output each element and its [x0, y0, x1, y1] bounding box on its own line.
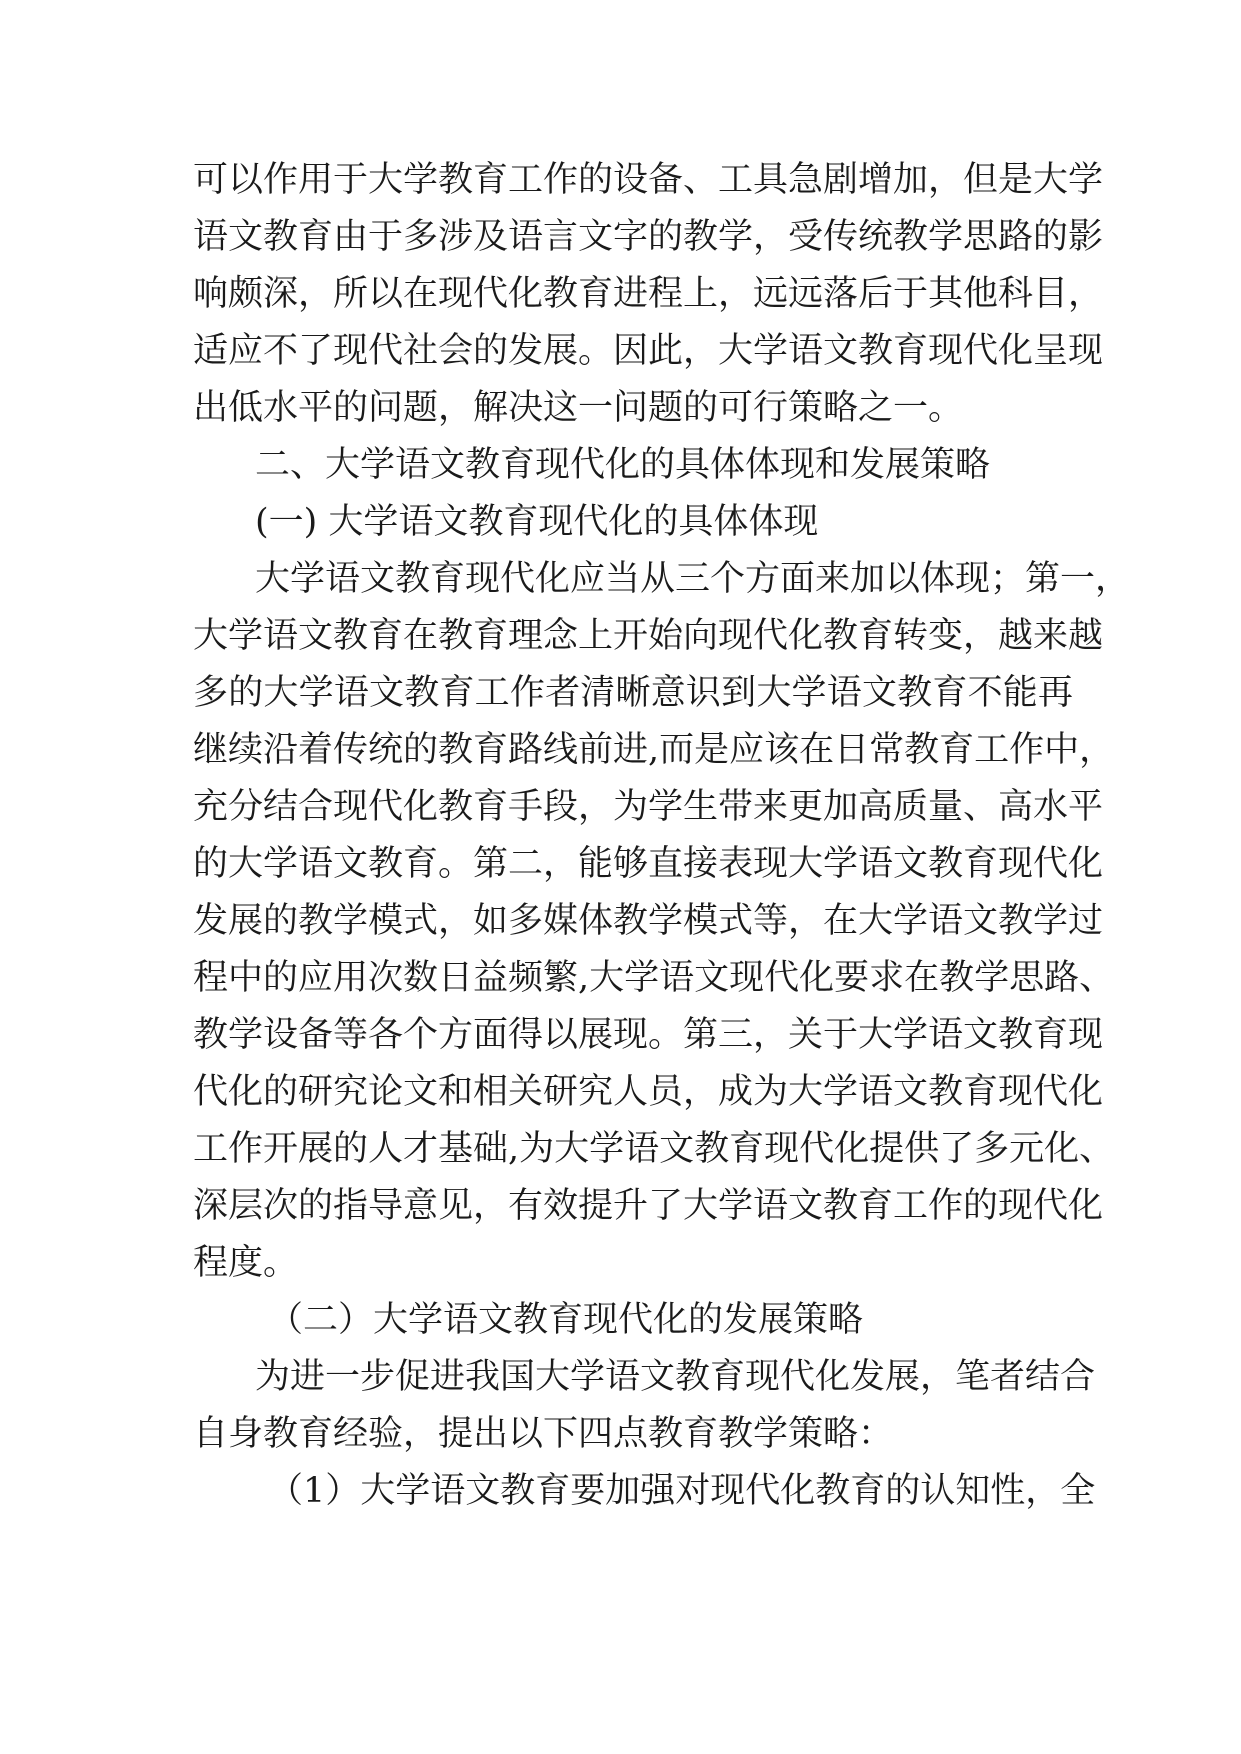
text-line-3: 响颇深，所以在现代化教育进程上，远远落后于其他科目， [193, 274, 1104, 314]
text-line-17: 代化的研究论文和相关研究人员，成为大学语文教育现代化 [193, 1072, 1104, 1112]
text-line-1: 可以作用于大学教育工作的设备、工具急剧增加，但是大学 [193, 160, 1104, 200]
text-line-10: 多的大学语文教育工作者清晰意识到大学语文教育不能再 [193, 673, 1073, 713]
subsection-heading-2: （二）大学语文教育现代化的发展策略 [268, 1300, 864, 1340]
text-line-23: 自身教育经验，提出以下四点教育教学策略： [193, 1414, 894, 1454]
list-item-1: （1）大学语文教育要加强对现代化教育的认知性，全 [268, 1471, 1096, 1511]
text-line-14: 发展的教学模式，如多媒体教学模式等，在大学语文教学过 [193, 901, 1104, 941]
text-line-15: 程中的应用次数日益频繁,大学语文现代化要求在教学思路、 [193, 958, 1115, 998]
text-line-19: 深层次的指导意见，有效提升了大学语文教育工作的现代化 [193, 1186, 1104, 1226]
text-line-5: 出低水平的问题，解决这一问题的可行策略之一。 [193, 388, 964, 428]
text-line-12: 充分结合现代化教育手段，为学生带来更加高质量、高水平 [193, 787, 1104, 827]
text-line-20: 程度。 [193, 1243, 299, 1283]
text-line-4: 适应不了现代社会的发展。因此，大学语文教育现代化呈现 [193, 331, 1104, 371]
text-line-11: 继续沿着传统的教育路线前进,而是应该在日常教育工作中， [193, 730, 1115, 770]
section-heading: 二、大学语文教育现代化的具体体现和发展策略 [255, 445, 991, 485]
text-line-18: 工作开展的人才基础,为大学语文教育现代化提供了多元化、 [193, 1129, 1115, 1169]
text-line-16: 教学设备等各个方面得以展现。第三，关于大学语文教育现 [193, 1015, 1104, 1055]
text-line-2: 语文教育由于多涉及语言文字的教学，受传统教学思路的影 [193, 217, 1104, 257]
text-line-13: 的大学语文教育。第二，能够直接表现大学语文教育现代化 [193, 844, 1104, 884]
text-line-9: 大学语文教育在教育理念上开始向现代化教育转变，越来越 [193, 616, 1104, 656]
text-line-8: 大学语文教育现代化应当从三个方面来加以体现；第一， [255, 559, 1131, 599]
text-line-22: 为进一步促进我国大学语文教育现代化发展，笔者结合 [255, 1357, 1096, 1397]
subsection-heading-1: (一) 大学语文教育现代化的具体体现 [255, 502, 819, 542]
